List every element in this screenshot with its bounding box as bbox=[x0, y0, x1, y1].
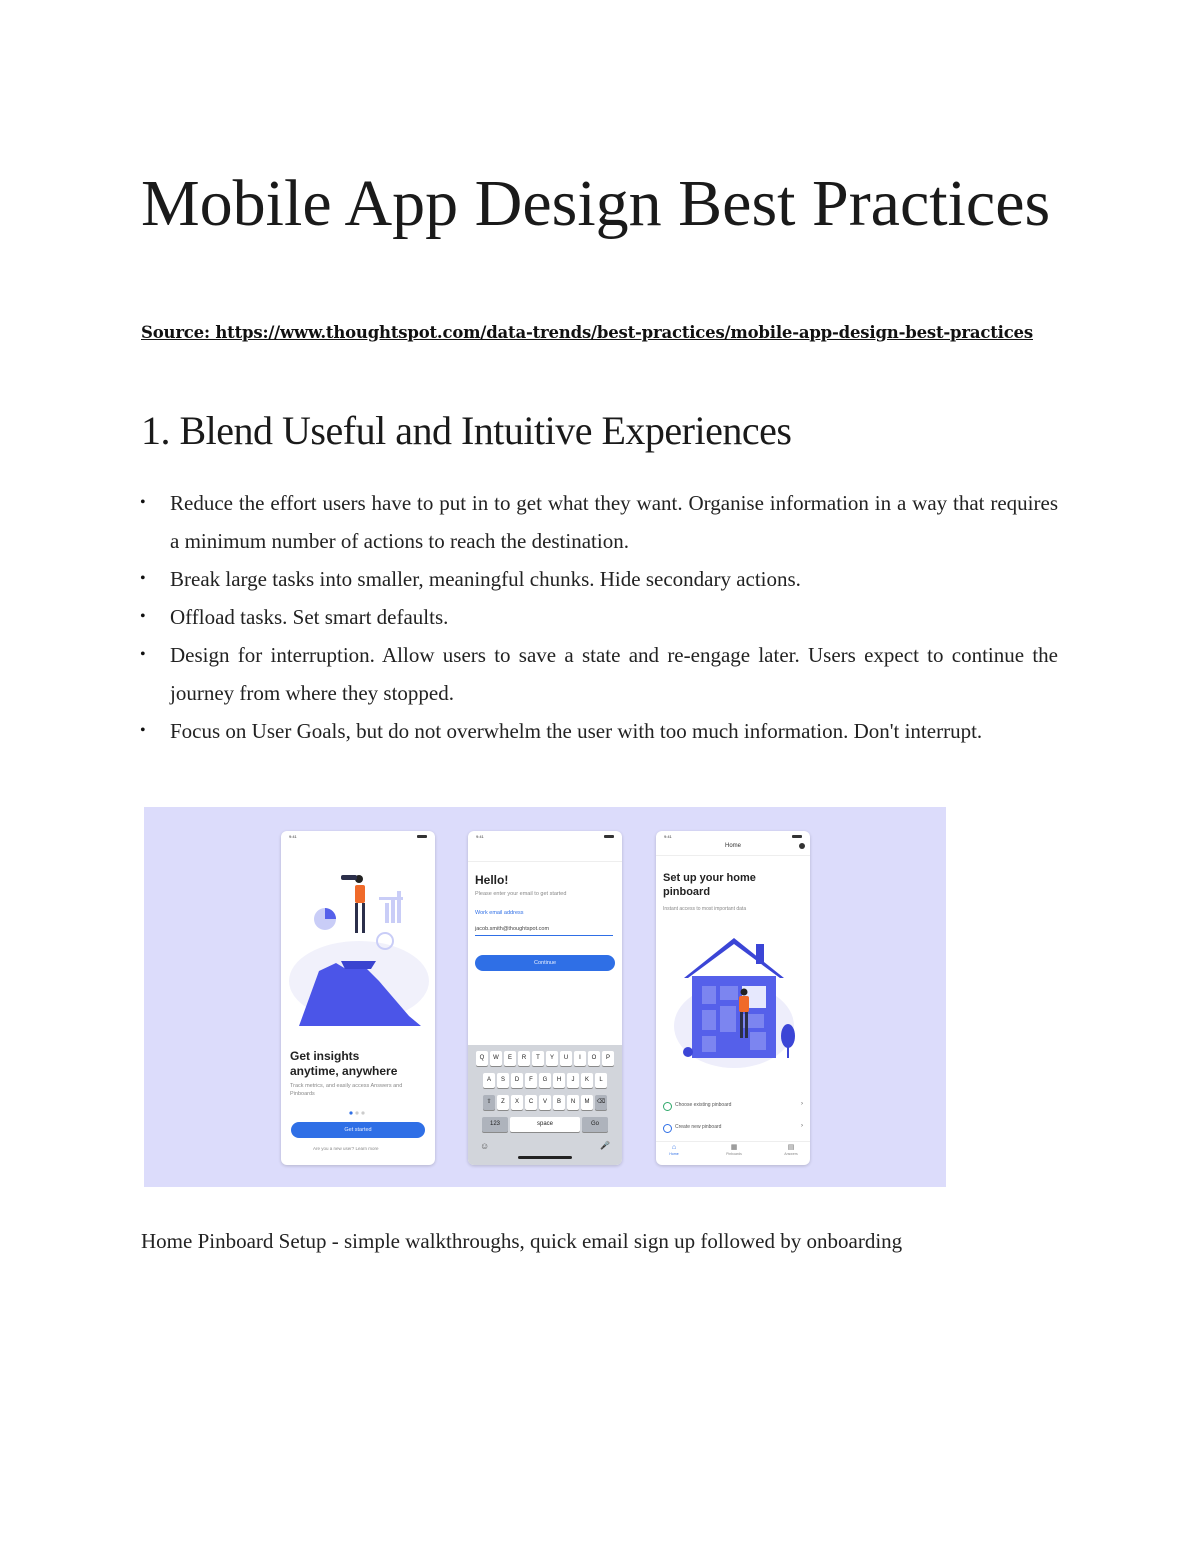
section-heading: 1. Blend Useful and Intuitive Experiences bbox=[141, 408, 792, 453]
key[interactable]: Y bbox=[546, 1051, 558, 1066]
bullet-item: • Break large tasks into smaller, meaningful chunks. Hide secondary actions. bbox=[170, 560, 1058, 598]
key[interactable]: G bbox=[539, 1073, 551, 1088]
key[interactable]: A bbox=[483, 1073, 495, 1088]
create-pinboard-option[interactable] bbox=[663, 1123, 805, 1135]
hello-heading: Hello! bbox=[475, 873, 509, 887]
key[interactable]: F bbox=[525, 1073, 537, 1088]
keyboard-row-4 bbox=[471, 1117, 619, 1132]
key[interactable]: D bbox=[511, 1073, 523, 1088]
space-key[interactable]: space bbox=[510, 1117, 580, 1132]
source-link[interactable]: Source: https://www.thoughtspot.com/data-trends/best-practices/mobile-app-design-best-practices bbox=[141, 323, 1033, 342]
home-headline: Set up your home pinboard bbox=[663, 872, 756, 898]
email-field-label: Work email address bbox=[475, 910, 524, 916]
key[interactable]: Q bbox=[476, 1051, 488, 1066]
screenshots-figure bbox=[144, 807, 946, 1187]
emoji-icon[interactable]: ☺ bbox=[480, 1141, 490, 1151]
shift-key-icon[interactable]: ⇧ bbox=[483, 1095, 495, 1110]
chevron-right-icon: › bbox=[801, 1123, 803, 1129]
divider bbox=[656, 1141, 810, 1142]
bullet-list bbox=[170, 484, 1058, 750]
keyboard bbox=[468, 1045, 622, 1165]
key[interactable]: O bbox=[588, 1051, 600, 1066]
onboarding-illustration bbox=[281, 841, 435, 1041]
pinboard-icon bbox=[663, 1102, 672, 1111]
pinboards-icon: ▦ bbox=[730, 1144, 738, 1151]
key[interactable]: R bbox=[518, 1051, 530, 1066]
answers-icon: ▤ bbox=[787, 1144, 795, 1151]
key[interactable]: I bbox=[574, 1051, 586, 1066]
key[interactable]: W bbox=[490, 1051, 502, 1066]
continue-button[interactable]: Continue bbox=[475, 955, 615, 971]
key[interactable]: T bbox=[532, 1051, 544, 1066]
source-line bbox=[141, 323, 1033, 342]
divider bbox=[468, 861, 622, 862]
microphone-icon[interactable]: 🎤 bbox=[600, 1141, 610, 1150]
key[interactable]: V bbox=[539, 1095, 551, 1110]
status-bar: 9:41 bbox=[474, 834, 616, 840]
create-pinboard-label: Create new pinboard bbox=[675, 1124, 722, 1130]
email-field[interactable]: jacob.smith@thoughtspot.com bbox=[475, 926, 613, 936]
choose-pinboard-option[interactable] bbox=[663, 1101, 805, 1113]
key[interactable]: E bbox=[504, 1051, 516, 1066]
home-icon: ⌂ bbox=[671, 1144, 677, 1151]
keyboard-row-2 bbox=[471, 1073, 619, 1088]
onboarding-headline: Get insights anytime, anywhere bbox=[290, 1049, 398, 1078]
key[interactable]: J bbox=[567, 1073, 579, 1088]
home-body: Instant access to most important data bbox=[663, 906, 747, 912]
key[interactable]: H bbox=[553, 1073, 565, 1088]
onboarding-screen bbox=[281, 831, 435, 1165]
key[interactable]: K bbox=[581, 1073, 593, 1088]
chevron-right-icon: › bbox=[801, 1101, 803, 1107]
tab-answers[interactable]: ▤ Answers bbox=[780, 1144, 802, 1156]
add-pinboard-icon bbox=[663, 1124, 672, 1133]
divider bbox=[656, 855, 810, 856]
key[interactable]: X bbox=[511, 1095, 523, 1110]
key[interactable]: U bbox=[560, 1051, 572, 1066]
keyboard-row-1 bbox=[471, 1051, 619, 1066]
key[interactable]: Z bbox=[497, 1095, 509, 1110]
key[interactable]: N bbox=[567, 1095, 579, 1110]
bullet-item: • Reduce the effort users have to put in to get what they want. Organise information in a way that requires a minimum number of actions to reach the destination. bbox=[170, 484, 1058, 560]
home-indicator bbox=[518, 1156, 572, 1159]
nav-title: Home bbox=[724, 843, 741, 849]
key[interactable]: C bbox=[525, 1095, 537, 1110]
choose-pinboard-label: Choose existing pinboard bbox=[675, 1102, 732, 1108]
bullet-item: • Design for interruption. Allow users to save a state and re-engage later. Users expect to continue the journey from where they stopped. bbox=[170, 636, 1058, 712]
keyboard-row-3 bbox=[471, 1095, 619, 1110]
bullet-item: • Offload tasks. Set smart defaults. bbox=[170, 598, 1058, 636]
go-key[interactable]: Go bbox=[582, 1117, 608, 1132]
status-bar: 9:41 bbox=[662, 834, 804, 840]
key[interactable]: S bbox=[497, 1073, 509, 1088]
page-title: Mobile App Design Best Practices bbox=[141, 167, 1051, 240]
tab-pinboards[interactable]: ▦ Pinboards bbox=[722, 1144, 746, 1156]
status-bar: 9:41 bbox=[287, 834, 429, 840]
settings-icon[interactable] bbox=[799, 843, 805, 849]
home-screen bbox=[656, 831, 810, 1165]
key[interactable]: B bbox=[553, 1095, 565, 1110]
backspace-key-icon[interactable]: ⌫ bbox=[595, 1095, 607, 1110]
onboarding-body: Track metrics, and easily access Answers and Pinboards bbox=[290, 1083, 403, 1097]
key[interactable]: P bbox=[602, 1051, 614, 1066]
tab-home[interactable]: ⌂ Home bbox=[664, 1144, 684, 1156]
page-dots bbox=[348, 1111, 368, 1115]
key[interactable]: L bbox=[595, 1073, 607, 1088]
key[interactable]: M bbox=[581, 1095, 593, 1110]
numbers-key[interactable]: 123 bbox=[482, 1117, 508, 1132]
signup-instructions: Please enter your email to get started bbox=[475, 891, 567, 897]
house-illustration bbox=[656, 926, 810, 1086]
bullet-item: • Focus on User Goals, but do not overwhelm the user with too much information. Don't interrupt. bbox=[170, 712, 1058, 750]
get-started-button[interactable]: Get started bbox=[291, 1122, 425, 1138]
figure-caption: Home Pinboard Setup - simple walkthroughs, quick email sign up followed by onboarding bbox=[141, 1229, 903, 1253]
signup-screen bbox=[468, 831, 622, 1165]
learn-more-link[interactable]: Are you a new user? Learn more bbox=[313, 1146, 379, 1151]
